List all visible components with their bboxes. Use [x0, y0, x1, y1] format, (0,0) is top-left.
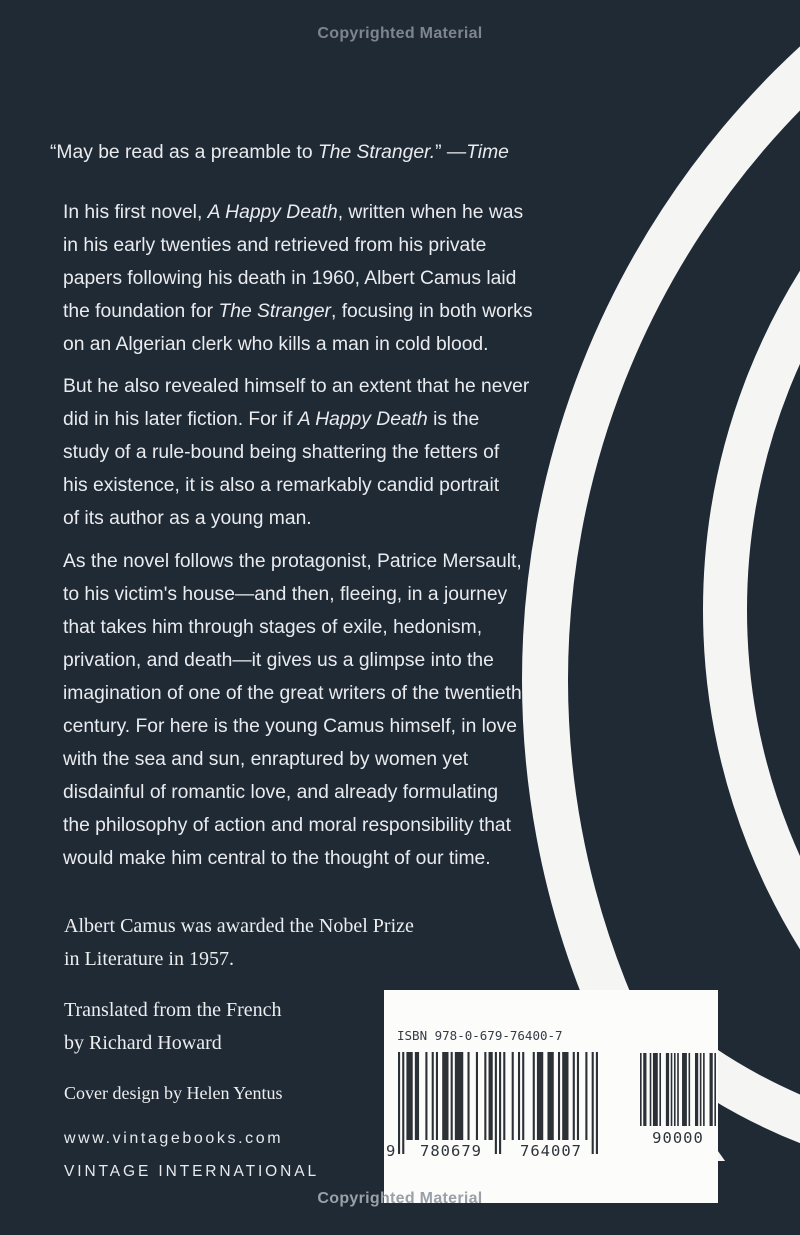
body-line: would make him central to the thought of our time. — [63, 848, 491, 869]
body-line: disdainful of romantic love, and already formulating — [63, 782, 499, 803]
nobel-note-line: in Literature in 1957. — [64, 948, 234, 970]
body-line: imagination of one of the great writers of the twentieth — [63, 683, 522, 704]
nobel-note-line: Albert Camus was awarded the Nobel Prize — [64, 915, 414, 937]
copyright-watermark-bottom: Copyrighted Material — [317, 1190, 483, 1207]
translator-note-line: by Richard Howard — [64, 1032, 222, 1054]
barcode-box — [384, 990, 718, 1203]
body-paragraph — [63, 196, 532, 361]
body-paragraph — [63, 370, 532, 535]
body-line: to his victim's house—and then, fleeing, in a journey — [63, 584, 508, 605]
ean13-barcode — [398, 1052, 598, 1154]
body-line: the philosophy of action and moral responsibility that — [63, 815, 512, 836]
body-line: on an Algerian clerk who kills a man in cold blood. — [63, 334, 489, 355]
body-line: century. For here is the young Camus himself, in love — [63, 716, 518, 737]
body-line: with the sea and sun, enraptured by women yet — [63, 749, 469, 770]
arc-middle — [725, 0, 800, 1230]
body-line: privation, and death—it gives us a glimpse into the — [63, 650, 494, 671]
body-line: did in his later fiction. For if A Happy Death is the — [63, 409, 480, 430]
imprint-name: VINTAGE INTERNATIONAL — [64, 1163, 319, 1180]
ean-digit-group2: 764007 — [520, 1142, 582, 1160]
translator-note — [64, 994, 282, 1060]
body-line: In his first novel, A Happy Death, written when he was — [63, 202, 524, 223]
isbn-label: ISBN 978-0-679-76400-7 — [397, 1028, 563, 1043]
body-paragraphs — [63, 196, 532, 875]
nobel-note — [64, 910, 414, 976]
copyright-watermark-top: Copyrighted Material — [317, 25, 483, 42]
review-quote: “May be read as a preamble to The Stranger.” —Time — [50, 142, 509, 163]
body-paragraph — [63, 545, 532, 875]
body-line: of its author as a young man. — [63, 508, 312, 529]
body-line: But he also revealed himself to an extent that he never — [63, 376, 530, 397]
publisher-website: www.vintagebooks.com — [64, 1130, 284, 1147]
body-line: study of a rule-bound being shattering the fetters of — [63, 442, 500, 463]
body-line: that takes him through stages of exile, hedonism, — [63, 617, 483, 638]
ean-digit-group1: 780679 — [420, 1142, 482, 1160]
body-line: in his early twenties and retrieved from his private — [63, 235, 487, 256]
body-line: his existence, it is also a remarkably candid portrait — [63, 475, 500, 496]
ean-digit-lead: 9 — [386, 1142, 396, 1160]
addon-digits: 90000 — [652, 1129, 704, 1147]
body-line: As the novel follows the protagonist, Patrice Mersault, — [63, 551, 522, 572]
body-line: the foundation for The Stranger, focusing in both works — [63, 301, 533, 322]
body-line: papers following his death in 1960, Albert Camus laid — [63, 268, 517, 289]
addon-barcode — [640, 1053, 716, 1126]
cover-design-credit: Cover design by Helen Yentus — [64, 1083, 283, 1103]
translator-note-line: Translated from the French — [64, 999, 282, 1021]
